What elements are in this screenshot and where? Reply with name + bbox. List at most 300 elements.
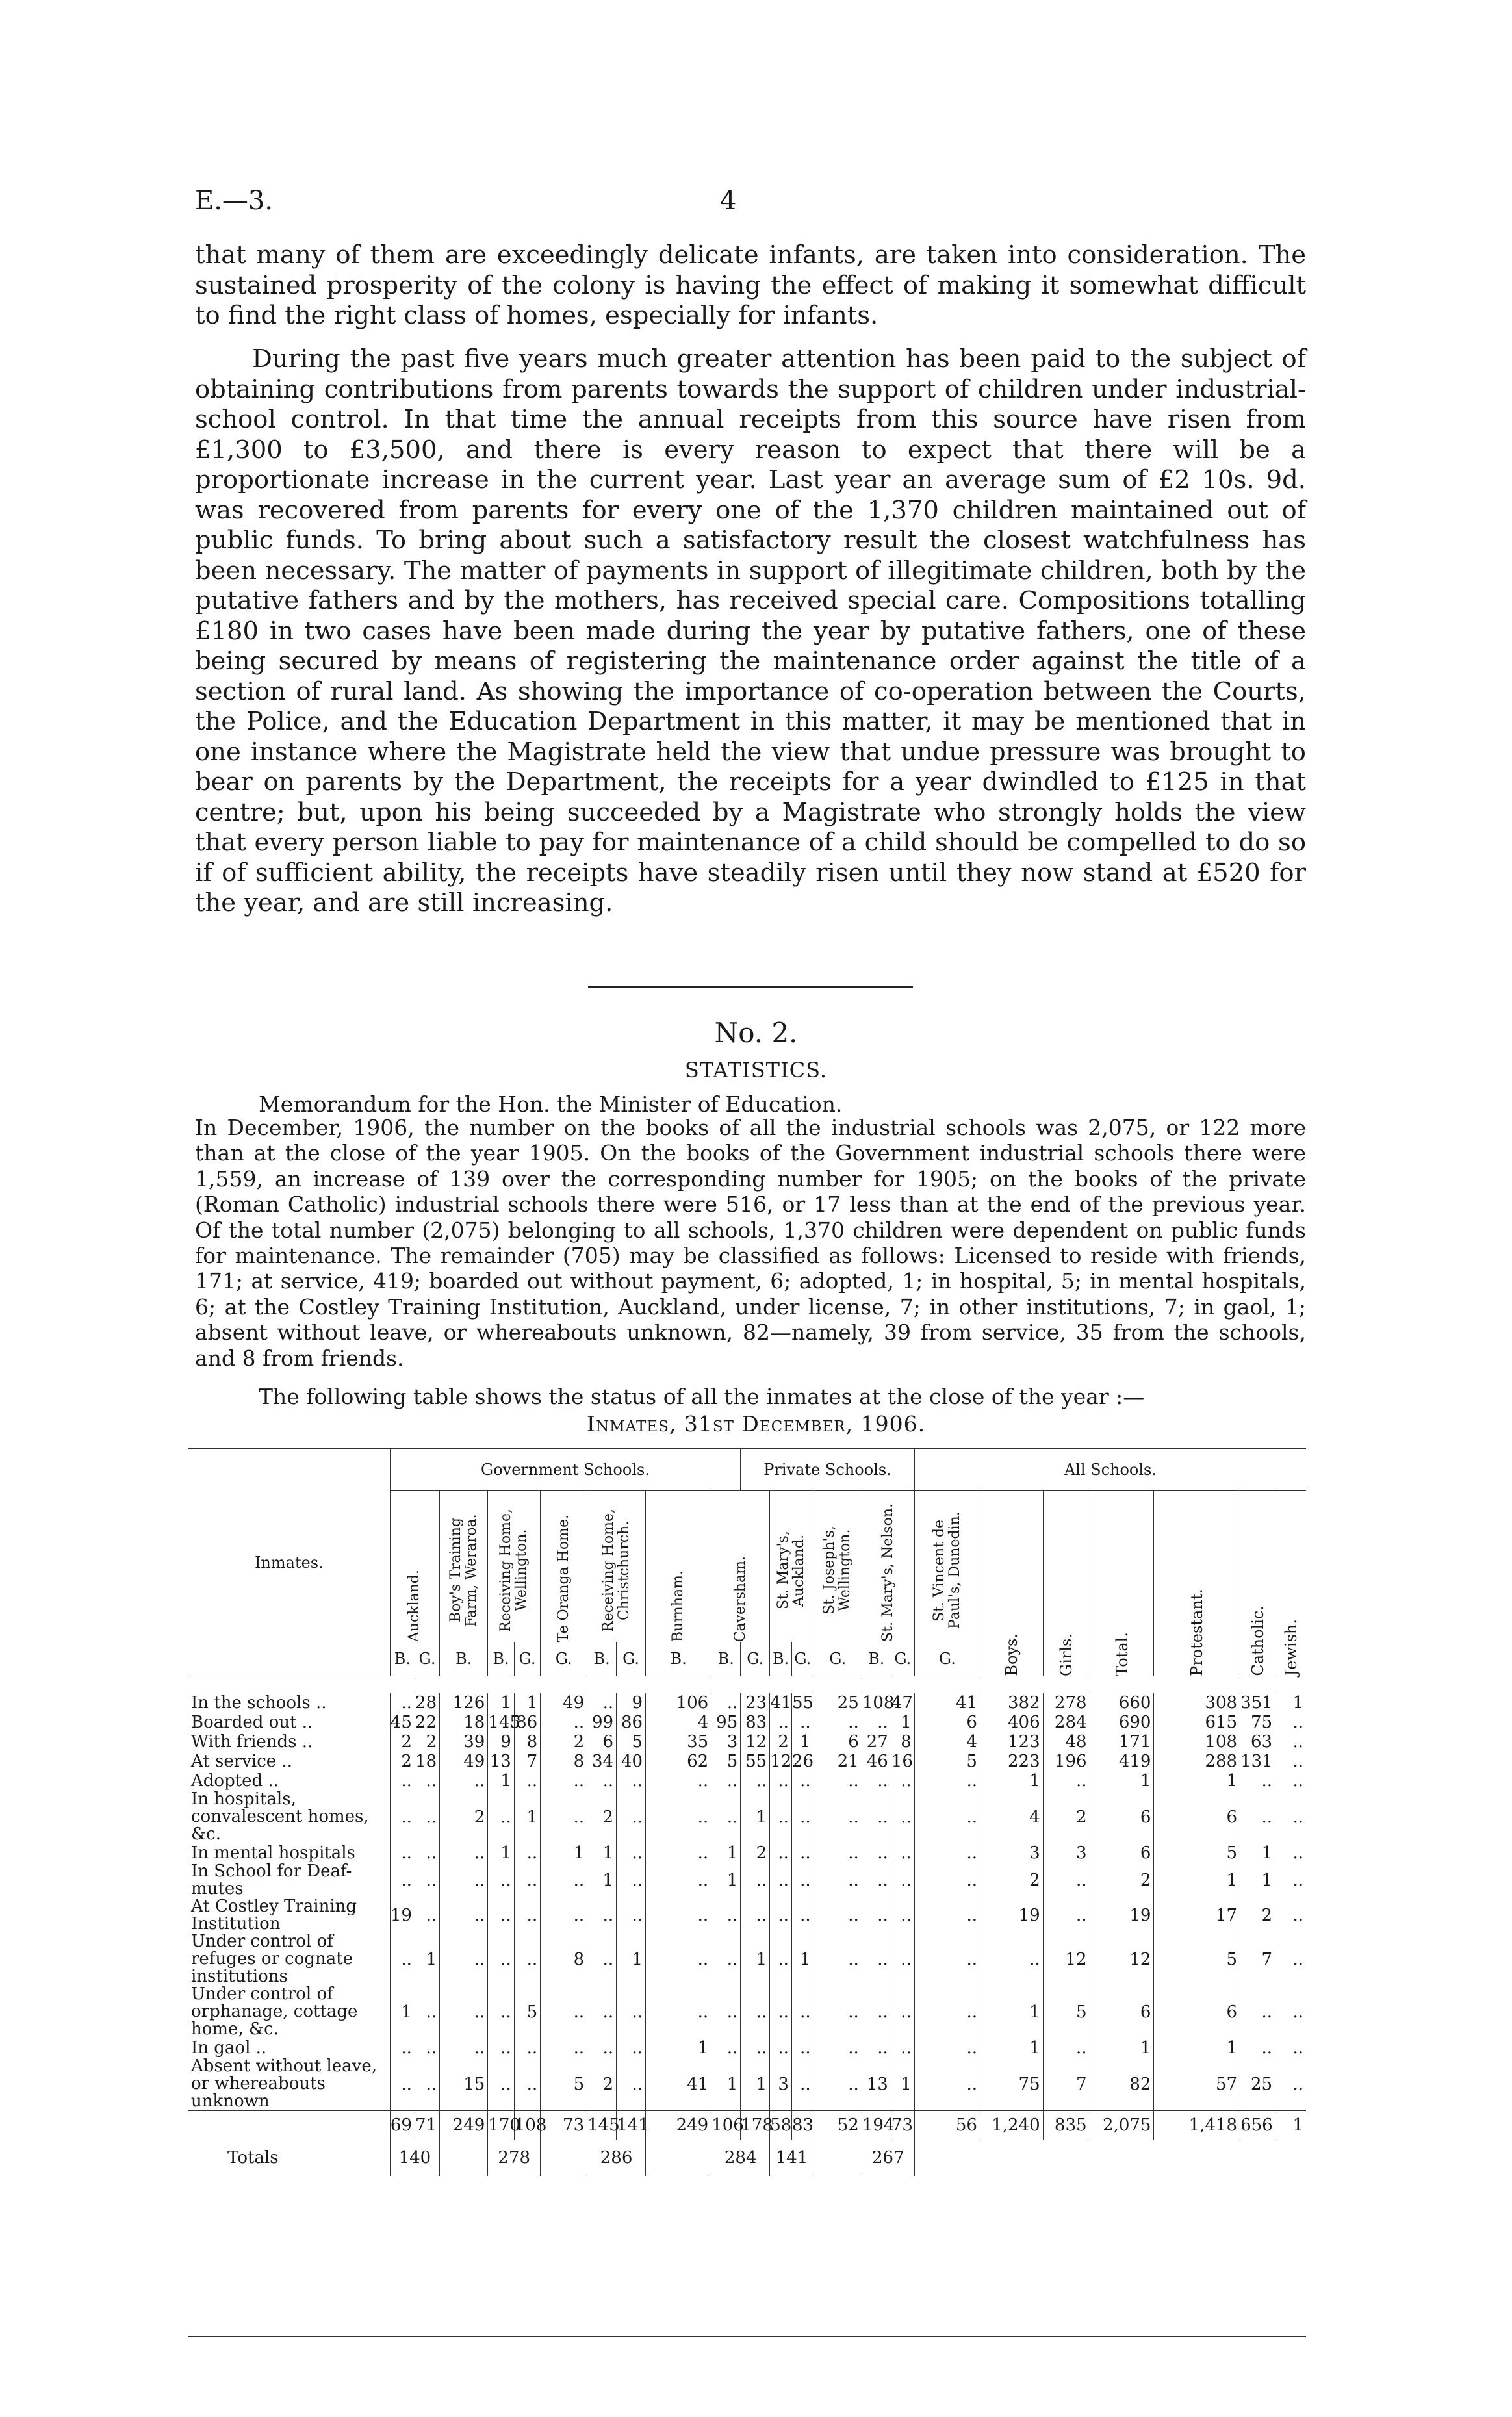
table-cell: 5 <box>514 1986 540 2038</box>
table-cell: .. <box>914 1863 980 1898</box>
table-cell: 13 <box>488 1752 514 1771</box>
table-row <box>188 2058 1306 2111</box>
table-cell: 55 <box>791 1693 814 1713</box>
totals-cell: 73 <box>541 2111 587 2140</box>
col-burnham: Burnham. <box>646 1491 711 1643</box>
row-label: In gaol .. <box>191 2038 267 2058</box>
inmates-table <box>188 1448 1306 2176</box>
table-cell: .. <box>891 1863 914 1898</box>
totals-cell: 178 <box>741 2111 770 2140</box>
table-cell: .. <box>415 2058 439 2111</box>
table-cell: 17 <box>1154 1898 1240 1933</box>
table-cell: .. <box>1043 1771 1090 1791</box>
table-cell: 18 <box>440 1713 488 1732</box>
table-cell: .. <box>646 1843 711 1863</box>
table-cell: .. <box>488 1933 514 1986</box>
table-cell: .. <box>587 1898 617 1933</box>
subheader-cell: G. <box>914 1642 980 1676</box>
table-cell: 1 <box>1275 1693 1306 1713</box>
table-cell: .. <box>862 1986 891 2038</box>
table-cell: 5 <box>1043 1986 1090 2038</box>
row-label: At service .. <box>191 1751 292 1771</box>
table-cell: 1 <box>1154 2038 1240 2058</box>
table-cell: 12 <box>1043 1933 1090 1986</box>
table-cell: .. <box>814 1933 862 1986</box>
paragraph-2: During the past five years much greater attention has been paid to the subject of obtaining contributions from parents towards the support of children under industrial-school control. In that time the annual receipts from this source have risen from £1,300 to £3,500, and there is every reason to expect that there will be a proportionate increase in the current year. Last year an average sum of £2 10s. 9d. was recovered from parents for every one of the 1,370 children maintained out of public funds. To bring about such a satisfactory result the closest watchfulness has been necessary. The matter of payments in support of illegitimate children, both by the putative fathers and by the mothers, has received special care. Compositions totalling £180 in two cases have been made during the year by putative fathers, one of these being secured by means of registering the maintenance order against the title of a section of rural land. As showing the importance of co-operation between the Courts, the Police, and the Education Department in this matter, it may be mentioned that in one instance where the Magistrate held the view that undue pressure was brought to bear on parents by the Department, the receipts for a year dwindled to £125 in that centre; but, upon his being succeeded by a Magistrate who strongly holds the view that every person liable to pay for maintenance of a child should be compelled to do so if of sufficient ability, the receipts have steadily risen until they now stand at £520 for the year, and are still increasing. <box>195 344 1306 917</box>
col-st-josephs: St. Joseph's, Wellington. <box>814 1491 862 1643</box>
table-cell: .. <box>541 1791 587 1843</box>
grand-total-empty <box>541 2140 587 2176</box>
col-catholic: Catholic. <box>1240 1491 1275 1676</box>
col-auckland: Auckland. <box>390 1491 439 1643</box>
table-cell: .. <box>741 1986 770 2038</box>
row-label: In School for Deaf-mutes <box>191 1861 352 1899</box>
table-cell: .. <box>914 1791 980 1843</box>
table-cell: 1 <box>617 1933 646 1986</box>
totals-cell: 56 <box>914 2111 980 2140</box>
totals-cell: 73 <box>891 2111 914 2140</box>
table-cell: 1 <box>711 1863 741 1898</box>
table-cell: 382 <box>980 1693 1043 1713</box>
table-cell: .. <box>390 2038 415 2058</box>
totals-cell: 2,075 <box>1090 2111 1154 2140</box>
totals-cell: 141 <box>617 2111 646 2140</box>
table-cell: .. <box>814 2038 862 2058</box>
grand-total-auckland: 140 <box>390 2140 439 2176</box>
table-cell: .. <box>862 1898 891 1933</box>
table-cell: 49 <box>541 1693 587 1713</box>
table-cell: 1 <box>980 1986 1043 2038</box>
table-cell: .. <box>390 1843 415 1863</box>
totals-cell: 83 <box>791 2111 814 2140</box>
col-protestant: Protestant. <box>1154 1491 1240 1676</box>
table-row <box>188 1732 1306 1752</box>
table-cell: .. <box>440 1933 488 1986</box>
memo-body: In December, 1906, the number on the books of all the industrial schools was 2,075, or 122 more than at the close of the year 1905. On the books of the Government industrial schools there were 1,559, an increase of 139 over the corresponding number for 1905; on the books of the private (Roman Catholic) industrial schools there were 516, or 17 less than at the end of the previous year. Of the total number (2,075) belonging to all schools, 1,370 children were dependent on public funds for maintenance. The remainder (705) may be classified as follows: Licensed to reside with friends, 171; at service, 419; boarded out without payment, 6; adopted, 1; in hospital, 5; in mental hospitals, 6; at the Costley Training Institution, Auckland, under license, 7; in other institutions, 7; in gaol, 1; absent without leave, or whereabouts unknown, 82—namely, 39 from service, 35 from the schools, and 8 from friends. <box>195 1115 1306 1371</box>
page-number: 4 <box>720 186 737 216</box>
table-cell: .. <box>1240 1791 1275 1843</box>
table-cell: .. <box>541 1898 587 1933</box>
table-cell: .. <box>514 1843 540 1863</box>
table-cell: .. <box>741 1898 770 1933</box>
table-cell: 1 <box>541 1843 587 1863</box>
table-cell: .. <box>711 1771 741 1791</box>
table-cell: .. <box>770 1898 792 1933</box>
table-cell: .. <box>1240 1986 1275 2038</box>
table-cell: .. <box>617 1898 646 1933</box>
table-cell: 99 <box>587 1713 617 1732</box>
table-cell: .. <box>440 1771 488 1791</box>
table-cell: .. <box>814 1986 862 2038</box>
table-stub-header: Inmates. <box>188 1448 390 1676</box>
col-weraroa: Boy's Training Farm, Weraroa. <box>440 1491 488 1643</box>
table-cell: 86 <box>617 1713 646 1732</box>
table-cell: 131 <box>1240 1752 1275 1771</box>
totals-cell: 58 <box>770 2111 792 2140</box>
table-cell: 4 <box>646 1713 711 1732</box>
table-cell: .. <box>791 1713 814 1732</box>
table-cell: 351 <box>1240 1693 1275 1713</box>
table-cell: 15 <box>440 2058 488 2111</box>
table-cell: .. <box>390 1693 415 1713</box>
table-cell: .. <box>514 1771 540 1791</box>
table-cell: .. <box>1275 1986 1306 2038</box>
table-cell: .. <box>617 1986 646 2038</box>
table-cell: .. <box>791 1986 814 2038</box>
table-cell: .. <box>914 1771 980 1791</box>
table-cell: .. <box>711 1986 741 2038</box>
totals-cell: 656 <box>1240 2111 1275 2140</box>
table-cell: .. <box>415 1986 439 2038</box>
totals-row <box>188 2111 1306 2140</box>
row-label: At Costley Training Institution <box>191 1897 357 1934</box>
table-cell: 406 <box>980 1713 1043 1732</box>
table-cell: 41 <box>770 1693 792 1713</box>
table-cell: 55 <box>741 1752 770 1771</box>
table-cell: 12 <box>770 1752 792 1771</box>
row-label: In mental hospitals <box>191 1843 355 1863</box>
table-cell: .. <box>1043 1863 1090 1898</box>
totals-cell: 106 <box>711 2111 741 2140</box>
subheader-cell: B. <box>711 1642 741 1676</box>
totals-cell: 1 <box>1275 2111 1306 2140</box>
table-cell: .. <box>891 1933 914 1986</box>
table-cell: .. <box>814 1713 862 1732</box>
table-cell: .. <box>1043 1898 1090 1933</box>
table-cell: 2 <box>587 1791 617 1843</box>
subheader-cell: B. <box>488 1642 514 1676</box>
table-cell: .. <box>914 1843 980 1863</box>
subheader-cell: B. <box>390 1642 415 1676</box>
grand-total-empty <box>440 2140 488 2176</box>
table-cell: .. <box>791 1863 814 1898</box>
table-cell: 27 <box>862 1732 891 1752</box>
table-cell: 6 <box>1090 1791 1154 1843</box>
row-label: Under control of refuges or cognate institutions <box>191 1932 353 1986</box>
subheader-cell: B. <box>440 1642 488 1676</box>
table-cell: 49 <box>440 1752 488 1771</box>
table-cell: .. <box>514 2058 540 2111</box>
table-cell: .. <box>488 1986 514 2038</box>
table-cell: 1 <box>1090 2038 1154 2058</box>
table-cell: .. <box>646 1863 711 1898</box>
table-row <box>188 1713 1306 1732</box>
col-st-marys-nelson: St. Mary's, Nelson. <box>862 1491 914 1643</box>
table-cell: 1 <box>711 2058 741 2111</box>
table-cell: .. <box>541 1713 587 1732</box>
totals-cell: 1,240 <box>980 2111 1043 2140</box>
col-christchurch: Receiving Home, Christchurch. <box>587 1491 646 1643</box>
table-cell: .. <box>390 2058 415 2111</box>
table-cell: 6 <box>1090 1843 1154 1863</box>
table-cell: .. <box>814 1771 862 1791</box>
totals-spacer <box>188 2111 390 2140</box>
table-cell: .. <box>617 2038 646 2058</box>
table-cell: .. <box>587 1933 617 1986</box>
table-cell: 1 <box>587 1843 617 1863</box>
table-row <box>188 1863 1306 1898</box>
government-schools-header: Government Schools. <box>390 1448 741 1491</box>
table-cell: 1 <box>488 1771 514 1791</box>
table-row <box>188 1771 1306 1791</box>
table-cell: .. <box>488 1863 514 1898</box>
col-st-marys-auckland: St. Mary's, Auckland. <box>770 1491 814 1643</box>
row-label: Absent without leave, or whereabouts unknown <box>191 2056 378 2111</box>
table-cell: .. <box>891 1843 914 1863</box>
table-cell: 35 <box>646 1732 711 1752</box>
table-cell: 2 <box>390 1732 415 1752</box>
table-cell: 2 <box>1043 1791 1090 1843</box>
table-cell: .. <box>914 1898 980 1933</box>
table-cell: .. <box>488 1898 514 1933</box>
table-cell: .. <box>791 1791 814 1843</box>
totals-cell: 145 <box>587 2111 617 2140</box>
table-cell: .. <box>415 1843 439 1863</box>
table-cell: 6 <box>1090 1986 1154 2038</box>
table-cell: 34 <box>587 1752 617 1771</box>
section-number: No. 2. <box>714 1017 798 1049</box>
table-cell: 106 <box>646 1693 711 1713</box>
table-cell: .. <box>587 2038 617 2058</box>
table-cell: 4 <box>914 1732 980 1752</box>
table-intro: The following table shows the status of all the inmates at the close of the year :— <box>259 1384 1145 1409</box>
table-cell: 1 <box>891 2058 914 2111</box>
col-boys: Boys. <box>980 1491 1043 1676</box>
table-cell: .. <box>891 1791 914 1843</box>
table-cell: 1 <box>488 1693 514 1713</box>
totals-cell: 170 <box>488 2111 514 2140</box>
memo-line: Memorandum for the Hon. the Minister of Education. <box>259 1092 843 1117</box>
grand-total-st-marys-auckland: 141 <box>770 2140 814 2176</box>
table-row <box>188 1843 1306 1863</box>
table-cell: 1 <box>741 1933 770 1986</box>
table-cell: .. <box>770 1843 792 1863</box>
table-cell: 19 <box>1090 1898 1154 1933</box>
table-cell: .. <box>814 1843 862 1863</box>
table-cell: 1 <box>791 1732 814 1752</box>
table-cell: 48 <box>1043 1732 1090 1752</box>
table-cell: .. <box>440 2038 488 2058</box>
table-cell: .. <box>514 1863 540 1898</box>
table-cell: 288 <box>1154 1752 1240 1771</box>
subheader-cell: G. <box>415 1642 439 1676</box>
table-cell: .. <box>415 1863 439 1898</box>
table-cell: 8 <box>891 1732 914 1752</box>
col-wellington: Receiving Home, Wellington. <box>488 1491 541 1643</box>
col-total: Total. <box>1090 1491 1154 1676</box>
table-cell: 660 <box>1090 1693 1154 1713</box>
table-cell: .. <box>514 1933 540 1986</box>
table-cell: .. <box>711 1898 741 1933</box>
table-cell: 6 <box>1154 1791 1240 1843</box>
table-cell: .. <box>415 2038 439 2058</box>
table-cell: 57 <box>1154 2058 1240 2111</box>
table-cell: 3 <box>1043 1843 1090 1863</box>
col-caversham: Caversham. <box>711 1491 770 1643</box>
table-cell: .. <box>770 2038 792 2058</box>
table-cell: .. <box>617 1771 646 1791</box>
table-cell: .. <box>1275 1933 1306 1986</box>
table-cell: 145 <box>488 1713 520 1732</box>
table-cell: .. <box>440 1863 488 1898</box>
col-te-oranga: Te Oranga Home. <box>541 1491 587 1643</box>
table-cell: 47 <box>891 1693 914 1713</box>
table-cell: 5 <box>711 1752 741 1771</box>
table-cell: .. <box>791 1843 814 1863</box>
table-cell: .. <box>1275 1732 1306 1752</box>
table-cell: 75 <box>1240 1713 1275 1732</box>
table-cell: .. <box>980 1933 1043 1986</box>
table-cell: .. <box>891 1771 914 1791</box>
all-schools-header: All Schools. <box>914 1448 1306 1491</box>
subheader-cell: B. <box>770 1642 792 1676</box>
table-cell: .. <box>770 1771 792 1791</box>
table-cell: .. <box>587 1986 617 2038</box>
table-cell: 22 <box>415 1713 439 1732</box>
table-cell: 1 <box>891 1713 914 1732</box>
table-cell: 7 <box>514 1752 540 1771</box>
table-cell: 2 <box>741 1843 770 1863</box>
table-cell: .. <box>1240 1771 1275 1791</box>
section-divider <box>588 986 913 988</box>
table-cell: 690 <box>1090 1713 1154 1732</box>
table-cell: 12 <box>741 1732 770 1752</box>
table-cell: .. <box>646 1771 711 1791</box>
table-cell: 108 <box>862 1693 895 1713</box>
col-girls: Girls. <box>1043 1491 1090 1676</box>
table-cell: .. <box>541 1771 587 1791</box>
table-cell: 45 <box>390 1713 415 1732</box>
table-cell: 25 <box>1240 2058 1275 2111</box>
table-cell: .. <box>541 1863 587 1898</box>
grand-total-caversham: 284 <box>711 2140 770 2176</box>
table-cell: 7 <box>1043 2058 1090 2111</box>
subheader-cell: B. <box>587 1642 617 1676</box>
table-cell: 3 <box>980 1843 1043 1863</box>
table-cell: .. <box>415 1898 439 1933</box>
table-cell: .. <box>1275 1771 1306 1791</box>
table-cell: 95 <box>711 1713 741 1732</box>
table-cell: 419 <box>1090 1752 1154 1771</box>
table-row <box>188 1693 1306 1713</box>
grand-total-empty <box>814 2140 862 2176</box>
table-cell: 2 <box>415 1732 439 1752</box>
table-cell: .. <box>541 1986 587 2038</box>
table-title: Inmates, 31st December, 1906. <box>586 1411 926 1437</box>
table-cell: 6 <box>914 1713 980 1732</box>
table-cell: 1 <box>711 1843 741 1863</box>
table-cell: 1 <box>390 1986 415 2038</box>
table-cell: .. <box>415 1771 439 1791</box>
row-label: In the schools .. <box>191 1693 327 1713</box>
table-cell: .. <box>488 2038 514 2058</box>
totals-cell: 249 <box>646 2111 711 2140</box>
table-cell: 63 <box>1240 1732 1275 1752</box>
table-cell: 3 <box>711 1732 741 1752</box>
table-cell: 1 <box>741 1791 770 1843</box>
table-cell: 86 <box>514 1713 540 1732</box>
table-cell: 8 <box>541 1752 587 1771</box>
table-cell: .. <box>770 1791 792 1843</box>
table-cell: 1 <box>488 1843 514 1863</box>
table-cell: .. <box>646 1791 711 1843</box>
subheader-cell: B. <box>646 1642 711 1676</box>
table-cell: .. <box>770 1713 792 1732</box>
table-row <box>188 2038 1306 2058</box>
totals-cell: 108 <box>514 2111 540 2140</box>
table-cell: .. <box>711 1933 741 1986</box>
row-label: Boarded out .. <box>191 1712 313 1732</box>
table-cell: 278 <box>1043 1693 1090 1713</box>
totals-label: Totals <box>227 2147 279 2168</box>
table-cell: .. <box>741 1771 770 1791</box>
table-cell: 126 <box>440 1693 488 1713</box>
grand-total-st-marys-nelson: 267 <box>862 2140 914 2176</box>
table-cell: 19 <box>980 1898 1043 1933</box>
table-cell: 4 <box>980 1791 1043 1843</box>
table-cell: 308 <box>1154 1693 1240 1713</box>
table-cell: 2 <box>770 1732 792 1752</box>
table-cell: .. <box>1275 1898 1306 1933</box>
table-cell: 8 <box>514 1732 540 1752</box>
subheader-cell: G. <box>891 1642 914 1676</box>
table-cell: 108 <box>1154 1732 1240 1752</box>
table-cell: .. <box>814 1791 862 1843</box>
col-st-vincent: St. Vincent de Paul's, Dunedin. <box>914 1491 980 1643</box>
table-bottom-rule <box>188 2336 1306 2337</box>
table-cell: 6 <box>1154 1986 1240 2038</box>
table-row <box>188 1791 1306 1843</box>
table-cell: .. <box>1275 2038 1306 2058</box>
table-cell: 6 <box>814 1732 862 1752</box>
table-cell: 41 <box>914 1693 980 1713</box>
table-cell: .. <box>862 1771 891 1791</box>
table-cell: .. <box>862 1843 891 1863</box>
subheader-cell: G. <box>617 1642 646 1676</box>
table-cell: 26 <box>791 1752 814 1771</box>
subheader-cell: G. <box>741 1642 770 1676</box>
table-cell: 28 <box>415 1693 439 1713</box>
table-cell: 2 <box>1240 1898 1275 1933</box>
totals-cell: 835 <box>1043 2111 1090 2140</box>
table-cell: .. <box>514 1898 540 1933</box>
table-cell: 82 <box>1090 2058 1154 2111</box>
table-cell: .. <box>646 1898 711 1933</box>
row-label: In hospitals, convalescent homes, &c. <box>191 1789 369 1844</box>
table-cell: .. <box>891 1898 914 1933</box>
table-cell: .. <box>914 2058 980 2111</box>
table-cell: 2 <box>587 2058 617 2111</box>
row-label: Adopted .. <box>191 1771 279 1791</box>
table-cell: .. <box>514 2038 540 2058</box>
table-cell: .. <box>390 1791 415 1843</box>
grand-total-empty <box>914 2140 1306 2176</box>
table-cell: .. <box>814 1898 862 1933</box>
table-cell: .. <box>617 2058 646 2111</box>
table-cell: .. <box>770 1863 792 1898</box>
table-cell: .. <box>791 1898 814 1933</box>
table-cell: 25 <box>814 1693 862 1713</box>
table-cell: 12 <box>1090 1933 1154 1986</box>
table-cell: 6 <box>587 1732 617 1752</box>
table-cell: .. <box>488 1791 514 1843</box>
table-cell: .. <box>1043 2038 1090 2058</box>
table-cell: .. <box>440 1898 488 1933</box>
table-cell: 83 <box>741 1713 770 1732</box>
table-cell: 284 <box>1043 1713 1090 1732</box>
table-cell: .. <box>770 1933 792 1986</box>
table-cell: .. <box>587 1693 617 1713</box>
